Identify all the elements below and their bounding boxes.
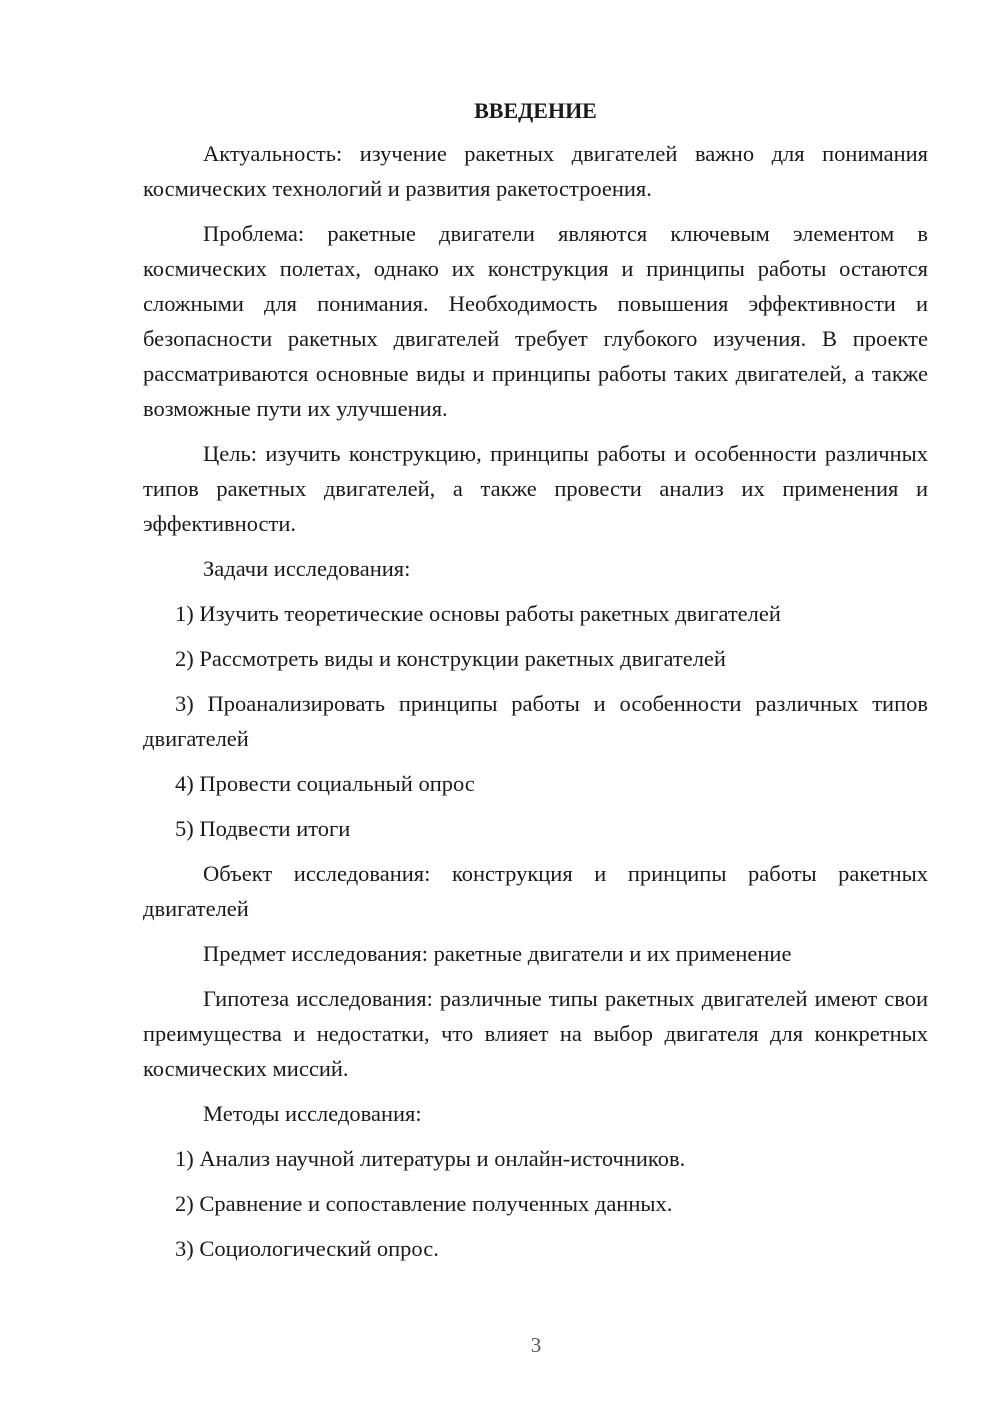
tasks-list (143, 596, 928, 846)
problem-paragraph: Проблема: ракетные двигатели являются ключевым элементом в космических полетах, однако их конструкция и принципы работы остаются сложными для понимания. Необходимость повышения эффективности и безопасности ракетных двигателей требует глубокого изучения. В проекте рассматриваются основные виды и принципы работы таких двигателей, а также возможные пути их улучшения. (143, 221, 928, 421)
methods-list (143, 1141, 928, 1266)
hypothesis-paragraph: Гипотеза исследования: различные типы ракетных двигателей имеют свои преимущества и недостатки, что влияет на выбор двигателя для конкретных космических миссий. (143, 986, 928, 1081)
relevance-paragraph: Актуальность: изучение ракетных двигателей важно для понимания космических технологий и развития ракетостроения. (143, 141, 928, 201)
object-paragraph: Объект исследования: конструкция и принципы работы ракетных двигателей (143, 861, 928, 921)
task-item: 4) Провести социальный опрос (175, 771, 475, 796)
page-number: 3 (530, 1333, 542, 1357)
task-item: 5) Подвести итоги (175, 816, 351, 841)
method-item: 1) Анализ научной литературы и онлайн-источников. (175, 1146, 686, 1171)
tasks-heading: Задачи исследования: (203, 556, 411, 581)
method-item: 2) Сравнение и сопоставление полученных данных. (175, 1191, 673, 1216)
goal-paragraph: Цель: изучить конструкцию, принципы работы и особенности различных типов ракетных двигателей, а также провести анализ их применения и эффективности. (143, 441, 928, 536)
methods-heading: Методы исследования: (203, 1101, 422, 1126)
document-page (143, 96, 928, 1276)
section-title: ВВЕДЕНИЕ (474, 98, 597, 123)
method-item: 3) Социологический опрос. (175, 1236, 439, 1261)
subject-paragraph: Предмет исследования: ракетные двигатели и их применение (203, 941, 792, 966)
task-item: 2) Рассмотреть виды и конструкции ракетных двигателей (175, 646, 726, 671)
task-item: 3) Проанализировать принципы работы и особенности различных типов двигателей (143, 691, 928, 751)
task-item: 1) Изучить теоретические основы работы ракетных двигателей (175, 601, 781, 626)
